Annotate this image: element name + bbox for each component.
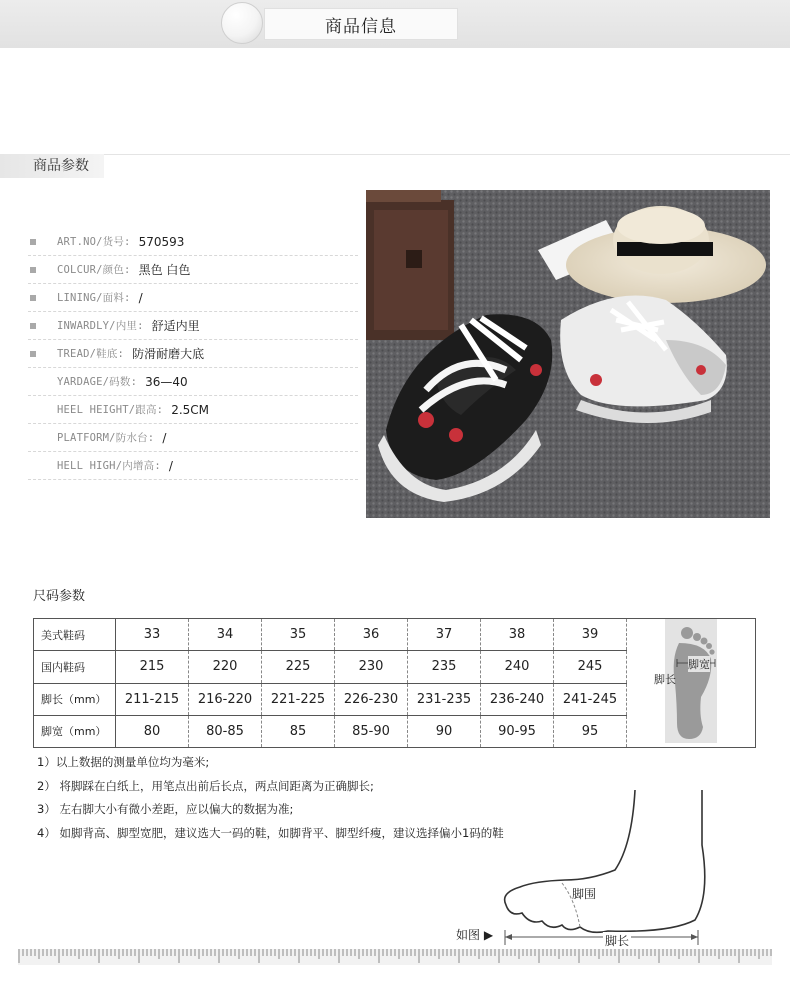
size-cell: 241-245 bbox=[554, 683, 627, 715]
size-section-title: 尺码参数 bbox=[33, 589, 86, 604]
size-cell: 85 bbox=[262, 715, 335, 747]
size-cell: 95 bbox=[554, 715, 627, 747]
bullet-square-icon bbox=[30, 435, 36, 441]
spec-row bbox=[28, 256, 358, 284]
size-cell: 215 bbox=[116, 651, 189, 683]
foot-outline-cell bbox=[627, 619, 756, 748]
size-cell: 80-85 bbox=[189, 715, 262, 747]
bullet-square-icon bbox=[30, 295, 36, 301]
spec-row bbox=[28, 452, 358, 480]
banner-title: 商品信息 bbox=[264, 8, 458, 40]
size-cell: 37 bbox=[408, 619, 481, 651]
size-notes bbox=[37, 752, 504, 846]
spec-value: 防滑耐磨大底 bbox=[132, 347, 205, 361]
spec-row bbox=[28, 340, 358, 368]
play-arrow-icon: ▶ bbox=[483, 928, 494, 942]
product-photo bbox=[366, 190, 770, 518]
spec-value: 36—40 bbox=[145, 374, 188, 389]
size-cell: 90-95 bbox=[481, 715, 554, 747]
spec-label: TREAD/鞋底: bbox=[57, 348, 125, 360]
bullet-square-icon bbox=[30, 379, 36, 385]
spec-label: HELL HIGH/内增高: bbox=[57, 460, 161, 472]
spec-value: 舒适内里 bbox=[151, 319, 200, 333]
size-table bbox=[33, 618, 756, 748]
bullet-square-icon bbox=[30, 239, 36, 245]
foot-length-label: 脚长 bbox=[654, 673, 676, 686]
spec-value: / bbox=[138, 290, 143, 305]
note-item: 4） 如脚背高、脚型宽肥，建议选大一码的鞋，如脚背平、脚型纤瘦，建议选择偏小1码的鞋 bbox=[37, 825, 504, 840]
foot-measure-diagram bbox=[440, 785, 760, 955]
spec-label: ART.NO/货号: bbox=[57, 236, 131, 248]
size-row-header: 脚长（mm） bbox=[34, 683, 116, 715]
spec-label: PLATFORM/防水台: bbox=[57, 432, 155, 444]
see-figure-label bbox=[456, 926, 493, 943]
spec-label: COLCUR/颜色: bbox=[57, 264, 131, 276]
size-row-header: 国内鞋码 bbox=[34, 651, 116, 683]
header-banner bbox=[0, 0, 790, 48]
note-item: 2） 将脚踩在白纸上，用笔点出前后长点，两点间距离为正确脚长; bbox=[37, 778, 374, 793]
spec-value: / bbox=[168, 458, 173, 473]
bullet-square-icon bbox=[30, 351, 36, 357]
length-label: 脚长 bbox=[605, 934, 630, 948]
size-cell: 216-220 bbox=[189, 683, 262, 715]
spec-label: YARDAGE/码数: bbox=[57, 376, 138, 388]
params-section-title: 商品参数 bbox=[0, 154, 104, 178]
size-cell: 35 bbox=[262, 619, 335, 651]
size-cell: 235 bbox=[408, 651, 481, 683]
size-cell: 231-235 bbox=[408, 683, 481, 715]
spec-value: 黑色 白色 bbox=[138, 263, 191, 277]
size-cell: 226-230 bbox=[335, 683, 408, 715]
spec-label: LINING/面料: bbox=[57, 292, 131, 304]
spec-row bbox=[28, 424, 358, 452]
size-cell: 221-225 bbox=[262, 683, 335, 715]
ruler-decoration bbox=[18, 949, 772, 965]
size-row-header: 美式鞋码 bbox=[34, 619, 116, 651]
spec-row bbox=[28, 368, 358, 396]
size-cell: 220 bbox=[189, 651, 262, 683]
size-cell: 230 bbox=[335, 651, 408, 683]
foot-outline-icon bbox=[627, 619, 755, 743]
spec-row bbox=[28, 228, 358, 256]
size-cell: 240 bbox=[481, 651, 554, 683]
size-cell: 36 bbox=[335, 619, 408, 651]
spec-label: HEEL HEIGHT/跟高: bbox=[57, 404, 164, 416]
bullet-square-icon bbox=[30, 323, 36, 329]
size-cell: 211-215 bbox=[116, 683, 189, 715]
bullet-square-icon bbox=[30, 267, 36, 273]
spec-value: 570593 bbox=[138, 234, 185, 249]
spec-value: 2.5CM bbox=[171, 402, 210, 417]
spec-row bbox=[28, 284, 358, 312]
bullet-square-icon bbox=[30, 407, 36, 413]
size-cell: 34 bbox=[189, 619, 262, 651]
size-cell: 225 bbox=[262, 651, 335, 683]
banner-circle-ornament bbox=[221, 2, 263, 44]
size-row-header: 脚宽（mm） bbox=[34, 715, 116, 747]
section-divider bbox=[0, 154, 790, 155]
spec-value: / bbox=[162, 430, 167, 445]
size-cell: 236-240 bbox=[481, 683, 554, 715]
note-item: 3） 左右脚大小有微小差距，应以偏大的数据为准; bbox=[37, 802, 294, 816]
size-cell: 85-90 bbox=[335, 715, 408, 747]
size-cell: 39 bbox=[554, 619, 627, 651]
spec-row bbox=[28, 396, 358, 424]
girth-label: 脚围 bbox=[572, 887, 597, 901]
foot-width-label: 脚宽 bbox=[688, 658, 710, 671]
size-cell: 33 bbox=[116, 619, 189, 651]
bullet-square-icon bbox=[30, 463, 36, 469]
size-cell: 245 bbox=[554, 651, 627, 683]
note-item: 1）以上数据的测量单位均为毫米; bbox=[37, 755, 210, 769]
size-cell: 80 bbox=[116, 715, 189, 747]
size-cell: 90 bbox=[408, 715, 481, 747]
spec-list bbox=[28, 228, 358, 480]
see-figure-text: 如图 bbox=[456, 928, 481, 942]
size-table-row bbox=[34, 619, 756, 651]
spec-label: INWARDLY/内里: bbox=[57, 320, 144, 332]
spec-row bbox=[28, 312, 358, 340]
size-cell: 38 bbox=[481, 619, 554, 651]
